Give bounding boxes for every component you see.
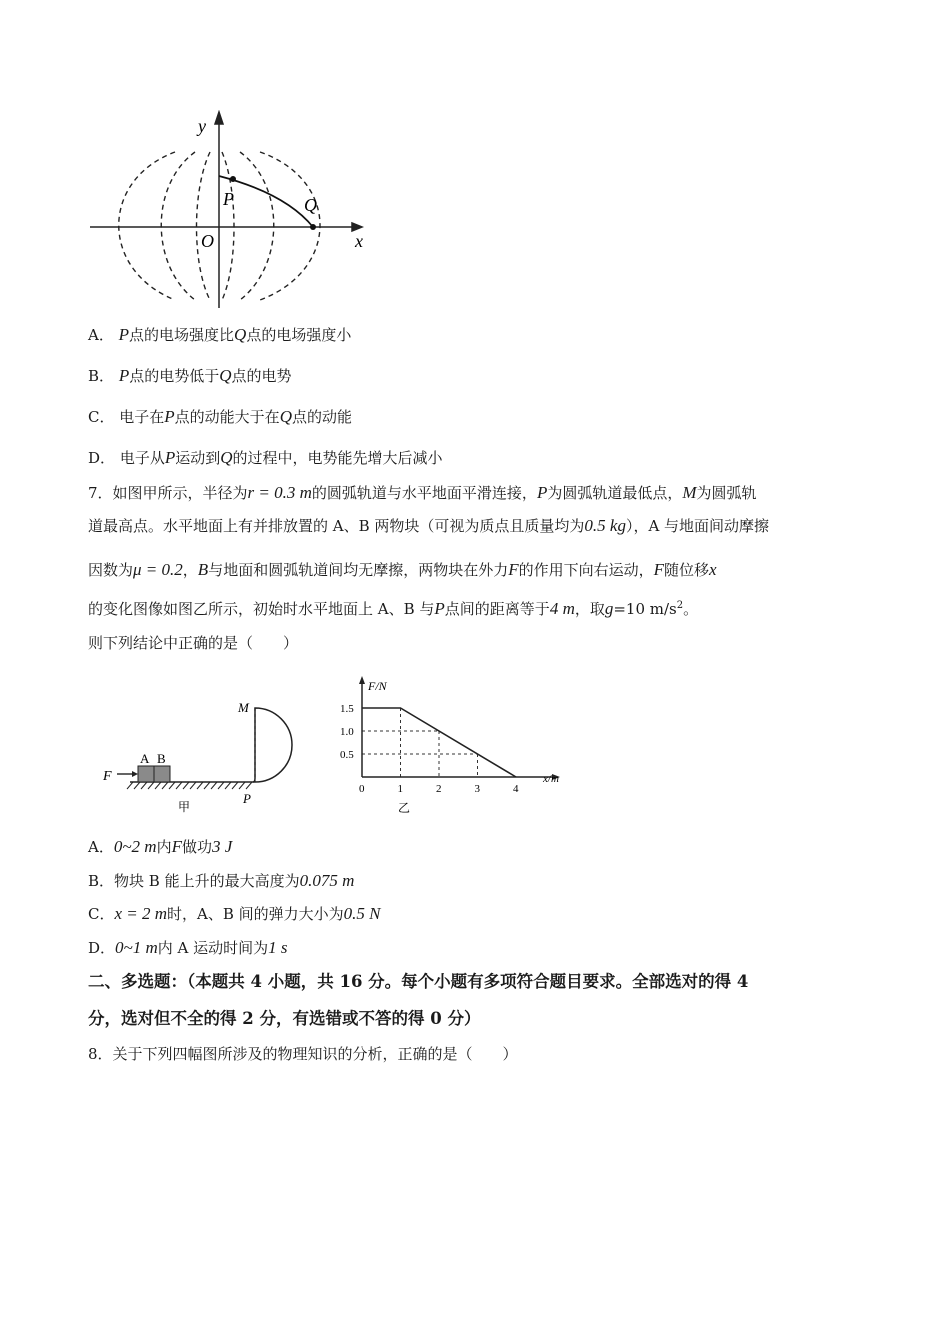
field-line-figure [80, 110, 380, 310]
chart-y-axis-arrow [359, 676, 365, 684]
chart-x-tick-label: 0 [359, 783, 365, 795]
chart-x-label: x/m [543, 773, 559, 785]
section-2-heading-line-2: 分，选对但不全的得 2 分，有选错或不答的得 0 分） [88, 1009, 481, 1028]
block-a-label: A [140, 751, 150, 766]
field-line-inner-left [197, 152, 211, 300]
x-axis-label: x [355, 231, 363, 251]
field-line-outer-left [119, 152, 175, 300]
y-axis-arrow [215, 112, 223, 124]
chart-series [362, 708, 516, 777]
figure-jia [95, 690, 310, 825]
chart-x-tick-label: 4 [513, 783, 519, 795]
q7-stem-line-2: 道最高点。水平地面上有并排放置的 A、B 两物块（可视为质点且质量均为0.5 kg），A 与地面间动摩擦 [88, 516, 770, 535]
force-label: F [103, 769, 112, 784]
q7-option-c: C．x = 2 m时，A、B 间的弹力大小为0.5 N [88, 904, 381, 923]
chart-y-label: F/N [368, 679, 387, 693]
field-line-inner-right [222, 152, 234, 300]
q7-stem-line-5: 则下列结论中正确的是（ ） [88, 634, 299, 652]
q6-option-d: D． 电子从P运动到Q的过程中，电势能先增大后减小 [88, 448, 443, 467]
figure-caption: 甲 [178, 800, 191, 814]
chart-y-tick-label: 0.5 [340, 749, 354, 761]
chart-y-tick-label: 1.0 [340, 726, 354, 738]
force-arrowhead [132, 771, 138, 777]
q6-option-c: C． 电子在P点的动能大于在Q点的动能 [88, 407, 352, 426]
block-b-label: B [157, 751, 166, 766]
point-p-dot [230, 176, 236, 182]
y-axis-label: y [198, 116, 206, 136]
point-m-label: M [238, 700, 249, 715]
point-q-label: Q [304, 195, 317, 215]
q7-stem-line-3: 因数为μ = 0.2，B与地面和圆弧轨道间均无摩擦，两物块在外力F的作用下向右运动，F随位移x [88, 560, 717, 579]
q7-stem-line-1: 7．如图甲所示，半径为r = 0.3 m的圆弧轨道与水平地面平滑连接，P为圆弧轨道最低点，M为圆弧轨 [88, 483, 757, 502]
chart-caption: 乙 [398, 801, 411, 815]
fx-chart [330, 672, 580, 820]
q8-stem: 8．关于下列四幅图所涉及的物理知识的分析，正确的是（ ） [88, 1045, 518, 1063]
ground-hatching [127, 782, 252, 789]
section-2-heading-line-1: 二、多选题：（本题共 4 小题，共 16 分。每个小题有多项符合题目要求。全部选对的得 4 [88, 972, 749, 991]
circular-track [253, 708, 292, 782]
chart-y-tick-label: 1.5 [340, 703, 354, 715]
field-line-mid-right [240, 152, 274, 300]
q6-option-a: A． P点的电场强度比Q点的电场强度小 [88, 325, 352, 344]
point-q-dot [310, 224, 316, 230]
chart-guides [362, 708, 478, 777]
point-p-label: P [223, 189, 234, 209]
point-p-label: P [243, 791, 251, 806]
chart-ticks [340, 703, 519, 795]
q7-option-a: A．0~2 m内F做功3 J [88, 837, 233, 856]
q6-option-b: B． P点的电势低于Q点的电势 [88, 366, 292, 385]
block-a [138, 766, 154, 782]
q7-option-d: D．0~1 m内 A 运动时间为1 s [88, 938, 288, 957]
q7-option-b: B．物块 B 能上升的最大高度为0.075 m [88, 871, 355, 890]
q7-stem-line-4: 的变化图像如图乙所示，初始时水平地面上 A、B 与P点间的距离等于4 m，取g=10 $m/s^2$。 [88, 599, 699, 618]
origin-label: O [201, 231, 214, 251]
block-b [154, 766, 170, 782]
chart-series-line [362, 708, 516, 777]
field-line-mid-left [161, 152, 195, 300]
chart-x-tick-label: 2 [436, 783, 442, 795]
chart-x-tick-label: 1 [397, 783, 403, 795]
chart-x-tick-label: 3 [474, 783, 480, 795]
x-axis-arrow [352, 223, 362, 231]
